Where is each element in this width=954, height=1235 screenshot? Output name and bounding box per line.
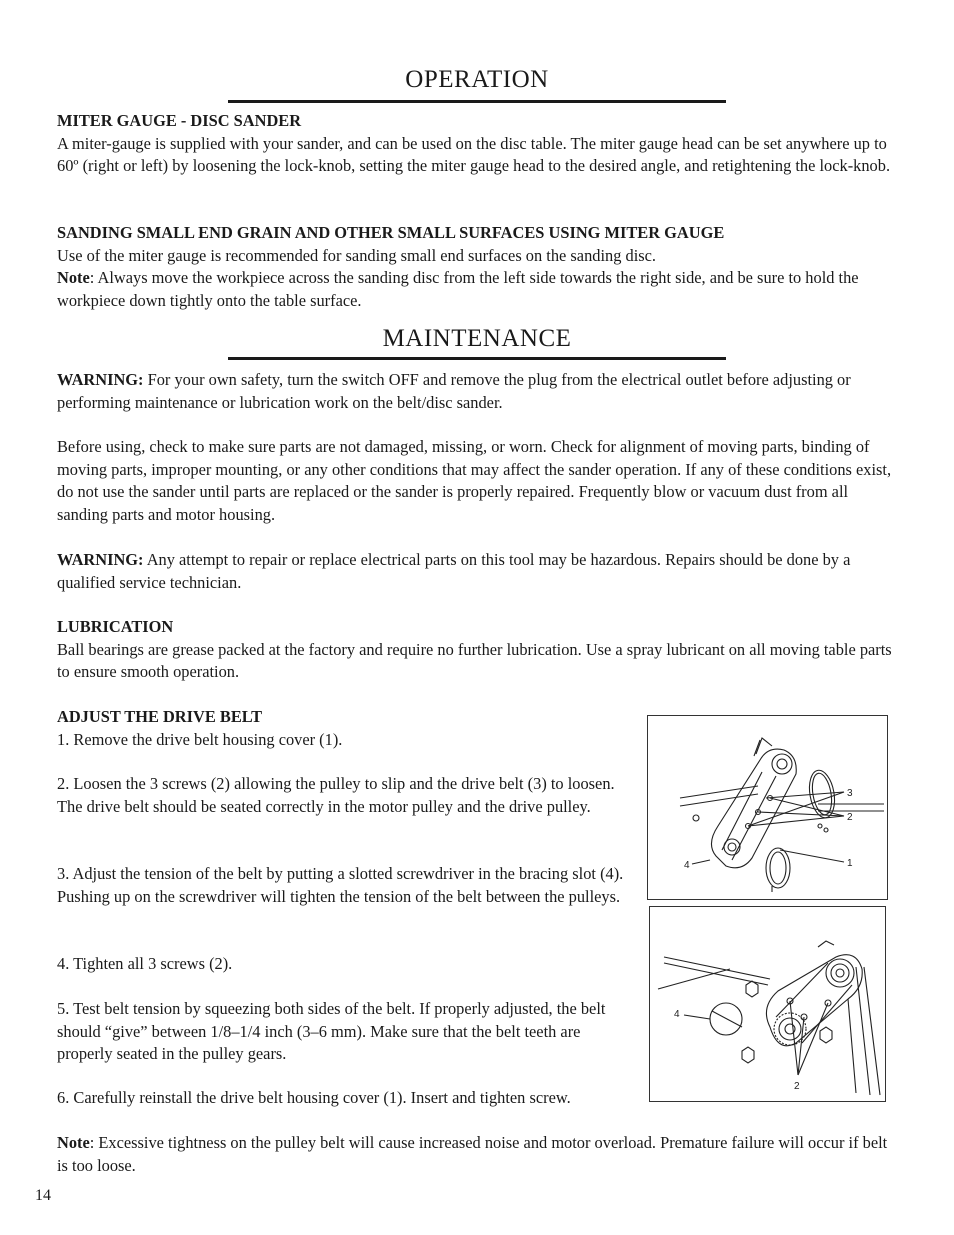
maintenance-title-rule [228,357,726,360]
page-number: 14 [35,1187,51,1204]
warning-label: WARNING: [57,550,144,569]
check-paragraph [57,436,897,526]
lubrication-section [57,616,897,684]
small-surfaces-text: Use of the miter gauge is recommended for sanding small end surfaces on the sanding disc. [57,245,657,265]
warning-safety [57,369,897,414]
drive-belt-step: 3. Adjust the tension of the belt by putting a slotted screwdriver in the bracing slot (4). Pushing up on the screwdriver will tighten the tension of the belt between the pulleys. [57,864,624,906]
figure-pulleys [649,906,886,1102]
callout-label: 1 [847,858,853,869]
note-text: : Always move the workpiece across the sanding disc from the left side towards the right side, and be sure to hold the workpiece down tightly onto the table surface. [57,268,859,310]
small-surfaces-section [57,222,897,312]
drive-belt-section [57,706,635,751]
small-surfaces-heading: SANDING SMALL END GRAIN AND OTHER SMALL SURFACES USING MITER GAUGE [57,223,725,242]
pulleys-illustration [650,907,884,1100]
miter-gauge-text: A miter-gauge is supplied with your sander, and can be used on the disc table. The miter gauge head can be set anywhere up to 60º (right or left) by loosening the lock-knob, setting the miter gauge head to the desired angle, and retightening the lock-knob. [57,133,891,175]
warning-text: For your own safety, turn the switch OFF and remove the plug from the electrical outlet before adjusting or performing maintenance or lubrication work on the belt/disc sander. [57,370,851,412]
drive-belt-step: 5. Test belt tension by squeezing both sides of the belt. If properly adjusted, the belt should “give” between 1/8–1/4 inch (3–6 mm). Make sure that the belt teeth are properly seated in the pulley gears. [57,999,606,1063]
drive-belt-note [57,1132,897,1177]
callout-label: 4 [674,1009,680,1020]
drive-belt-step: 4. Tighten all 3 screws (2). [57,954,233,973]
warning-label: WARNING: [57,370,144,389]
callout-label: 4 [684,860,690,871]
callout-label: 2 [847,812,853,823]
check-text: Before using, check to make sure parts are not damaged, missing, or worn. Check for alignment of moving parts, binding of moving parts, improper mounting, or any other conditions that may affect the sander operation. If any of these conditions exist, do not use the sander until parts are replaced or the sander is properly repaired. Frequently blow or vacuum dust from all sanding parts and motor housing. [57,437,892,524]
operation-title: OPERATION [405,66,549,93]
drive-belt-heading: ADJUST THE DRIVE BELT [57,707,263,726]
callout-label: 3 [847,788,853,799]
drive-belt-step: 6. Carefully reinstall the drive belt housing cover (1). Insert and tighten screw. [57,1088,571,1107]
figure-belt-housing [647,715,888,900]
note-label: Note [57,1133,90,1152]
warning-electrical [57,549,897,594]
drive-belt-step: 1. Remove the drive belt housing cover (1). [57,729,343,749]
drive-belt-step: 2. Loosen the 3 screws (2) allowing the pulley to slip and the drive belt (3) to loosen. The drive belt should be seated correctly in the motor pulley and the drive pulley. [57,774,615,816]
lubrication-text: Ball bearings are grease packed at the factory and require no further lubrication. Use a spray lubricant on all moving table parts to ensure smooth operation. [57,639,892,681]
miter-gauge-section [57,110,897,178]
note-label: Note [57,268,90,287]
small-surfaces-note [57,267,897,312]
miter-gauge-heading: MITER GAUGE - DISC SANDER [57,111,302,130]
belt-housing-illustration [648,716,886,898]
callout-label: 2 [794,1081,800,1092]
lubrication-heading: LUBRICATION [57,617,174,636]
note-text: : Excessive tightness on the pulley belt will cause increased noise and motor overload. Premature failure will occur if belt is too loose. [57,1133,888,1175]
warning-text: Any attempt to repair or replace electrical parts on this tool may be hazardous. Repairs should be done by a qualified service technician. [57,550,851,592]
maintenance-title: MAINTENANCE [382,325,572,352]
operation-title-rule [228,100,726,103]
